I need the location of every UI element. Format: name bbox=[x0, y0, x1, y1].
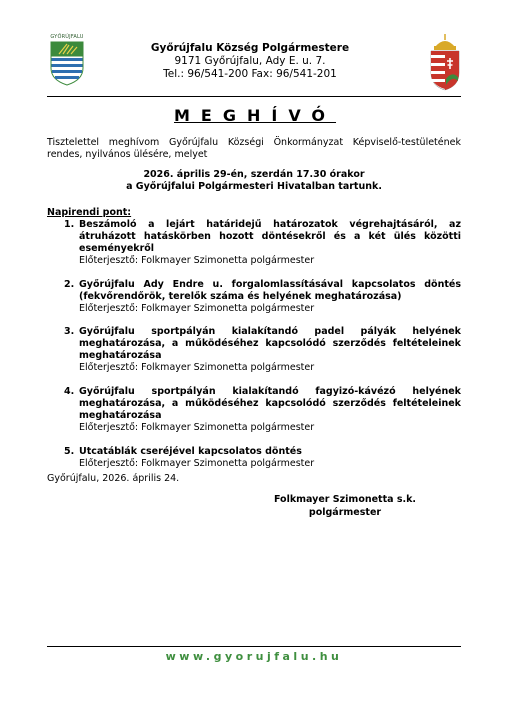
meeting-time-place bbox=[47, 169, 461, 193]
agenda-item-number: 4. bbox=[64, 386, 75, 398]
agenda-item bbox=[47, 386, 461, 434]
letterhead bbox=[100, 42, 400, 81]
meeting-location: a Győrújfalui Polgármesteri Hivatalban tartunk. bbox=[126, 181, 382, 192]
phone-fax: Tel.: 96/541-200 Fax: 96/541-201 bbox=[163, 68, 337, 80]
municipality-logo bbox=[47, 34, 87, 86]
address: 9171 Győrújfalu, Ady E. u. 7. bbox=[174, 55, 326, 67]
agenda-item-presenter: Előterjesztő: Folkmayer Szimonetta polgármester bbox=[79, 255, 315, 266]
footer-website: www.gyorujfalu.hu bbox=[165, 650, 343, 663]
signature-block bbox=[255, 493, 435, 519]
agenda-item-presenter: Előterjesztő: Folkmayer Szimonetta polgármester bbox=[79, 457, 315, 469]
agenda-item-title: Beszámoló a lejárt határidejű határozatok végrehajtásáról, az átruházott hatáskörben hozott döntésekről és a két ülés közötti eseményekről bbox=[79, 219, 461, 254]
document-date: Győrújfalu, 2026. április 24. bbox=[47, 473, 180, 484]
invitation-intro: Tisztelettel meghívom Győrújfalu Községi Önkormányzat Képviselő-testületének rendes, nyilvános ülésére, melyet bbox=[47, 137, 461, 160]
agenda-item bbox=[47, 446, 461, 470]
logo-caption: GYŐRÚJFALU bbox=[50, 34, 84, 40]
agenda-item bbox=[47, 326, 461, 374]
document-title: MEGHÍVÓ bbox=[173, 106, 337, 125]
agenda-item-number: 2. bbox=[64, 278, 75, 290]
agenda-item-number: 3. bbox=[64, 326, 75, 338]
agenda-item-presenter: Előterjesztő: Folkmayer Szimonetta polgármester bbox=[79, 422, 315, 434]
agenda-item-presenter: Előterjesztő: Folkmayer Szimonetta polgármester bbox=[79, 362, 315, 374]
header-divider bbox=[47, 96, 461, 97]
organization-name: Győrújfalu Község Polgármestere bbox=[150, 42, 350, 54]
agenda-item-number: 5. bbox=[64, 445, 75, 457]
signature-role: polgármester bbox=[308, 507, 382, 518]
agenda-item-title: Győrújfalu Ady Endre u. forgalomlassításával kapcsolatos döntés (fekvőrendőrök, terelők száma és helyének meghatározása) bbox=[79, 278, 461, 302]
agenda-item bbox=[47, 279, 461, 315]
agenda-list bbox=[47, 219, 461, 481]
crown-shield-icon bbox=[428, 33, 462, 91]
shield-icon bbox=[47, 34, 87, 86]
agenda-item-title: Utcatáblák cseréjével kapcsolatos döntés bbox=[79, 445, 302, 457]
agenda-item-title: Győrújfalu sportpályán kialakítandó padel pályák helyének meghatározása, a működéséhez kapcsolódó szerződés feltételeinek meghatározása bbox=[79, 326, 461, 362]
agenda-item-number: 1. bbox=[64, 219, 75, 230]
meeting-datetime: 2026. április 29-én, szerdán 17.30 órakor bbox=[143, 169, 365, 180]
hungarian-coat-of-arms bbox=[428, 33, 462, 91]
agenda-item-presenter: Előterjesztő: Folkmayer Szimonetta polgármester bbox=[79, 302, 315, 314]
agenda-item bbox=[47, 219, 461, 267]
agenda-heading: Napirendi pont: bbox=[47, 207, 132, 218]
agenda-item-title: Győrújfalu sportpályán kialakítandó fagyizó-kávézó helyének meghatározása, a működéséhez kapcsolódó szerződés feltételeinek meghatározása bbox=[79, 386, 461, 422]
footer-divider bbox=[47, 646, 461, 647]
signature-name: Folkmayer Szimonetta s.k. bbox=[273, 494, 417, 505]
